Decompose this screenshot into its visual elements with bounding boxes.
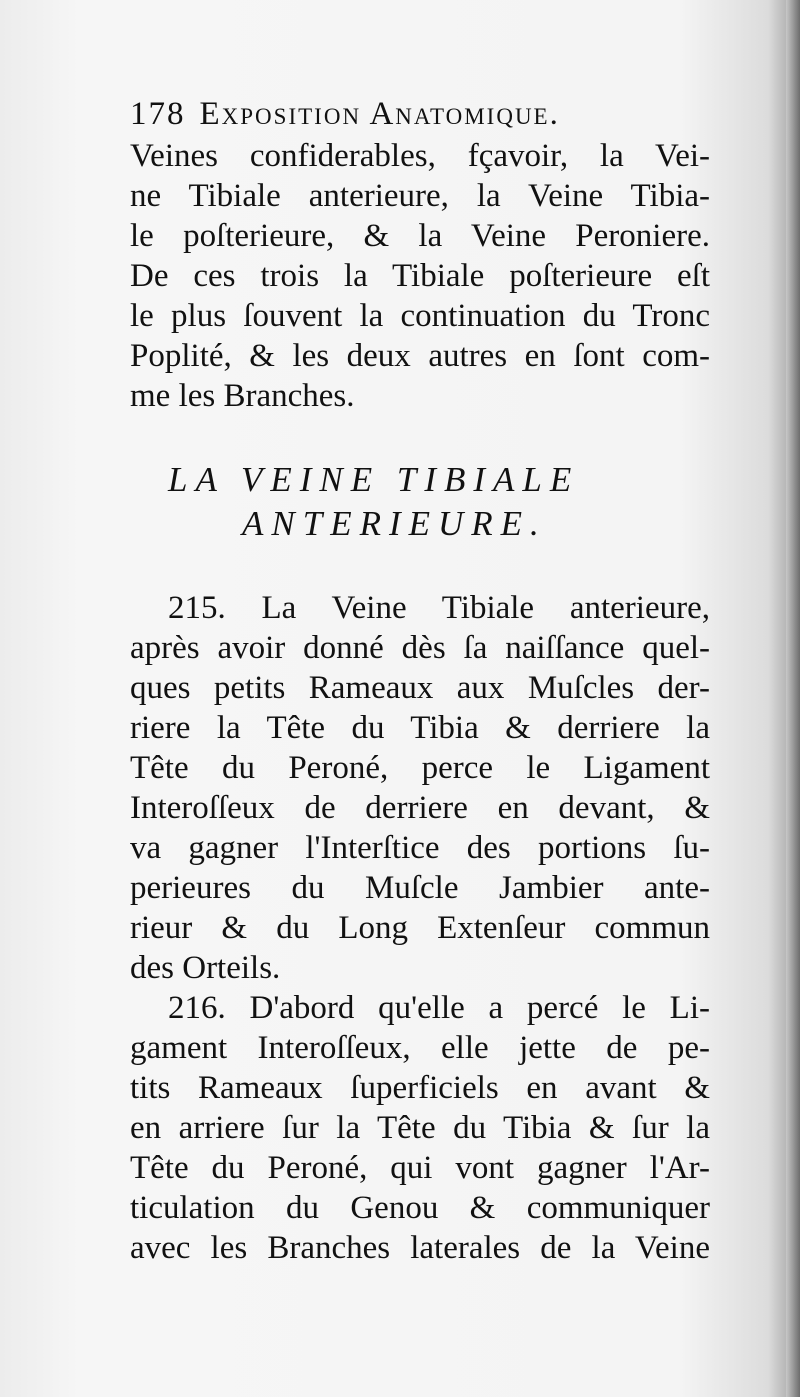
paragraph-215 (130, 588, 710, 988)
page-edge-shadow (786, 0, 800, 1397)
paragraph-216 (130, 988, 710, 1268)
text-line: Tête du Peroné, qui vont gagner l'Ar- (130, 1150, 710, 1186)
text-line: me les Branches. (130, 378, 355, 414)
text-line: Tête du Peroné, perce le Ligament (130, 750, 710, 786)
text-line: Interoſſeux de derriere en devant, & (130, 790, 710, 826)
intro-paragraph (130, 136, 710, 416)
text-line: perieures du Muſcle Jambier ante- (130, 870, 710, 906)
text-line: 216. D'abord qu'elle a percé le Li- (168, 990, 710, 1026)
text-line: Veines confiderables, fçavoir, la Vei- (130, 138, 710, 174)
text-line: en arriere ſur la Tête du Tibia & ſur la (130, 1110, 710, 1146)
text-line: avec les Branches laterales de la Veine (130, 1230, 710, 1266)
running-title: Exposition Anatomique. (199, 96, 560, 132)
text-line: riere la Tête du Tibia & derriere la (130, 710, 710, 746)
text-line: De ces trois la Tibiale poſterieure eſt (130, 258, 710, 294)
text-line: tits Rameaux ſuperficiels en avant & (130, 1070, 710, 1106)
text-line: rieur & du Long Extenſeur commun (130, 910, 710, 946)
text-line: après avoir donné dès ſa naiſſance quel- (130, 630, 710, 666)
page-text-block (130, 92, 710, 1268)
section-title-line-2: ANTERIEURE. (242, 504, 547, 543)
text-line: le plus ſouvent la continuation du Tronc (130, 298, 710, 334)
page-number: 178 (130, 96, 186, 132)
text-line: ques petits Rameaux aux Muſcles der- (130, 670, 710, 706)
section-title-line-1: LA VEINE TIBIALE (168, 460, 580, 499)
text-line: gament Interoſſeux, elle jette de pe- (130, 1030, 710, 1066)
running-header (130, 92, 710, 136)
text-line: ne Tibiale anterieure, la Veine Tibia- (130, 178, 710, 214)
text-line: ticulation du Genou & communiquer (130, 1190, 710, 1226)
section-title (130, 458, 710, 546)
spacer (130, 546, 710, 588)
text-line: le poſterieure, & la Veine Peroniere. (130, 218, 710, 254)
text-line: Poplité, & les deux autres en ſont com- (130, 338, 710, 374)
text-line: des Orteils. (130, 950, 281, 986)
text-line: 215. La Veine Tibiale anterieure, (168, 590, 710, 626)
text-line: va gagner l'Interſtice des portions ſu- (130, 830, 710, 866)
